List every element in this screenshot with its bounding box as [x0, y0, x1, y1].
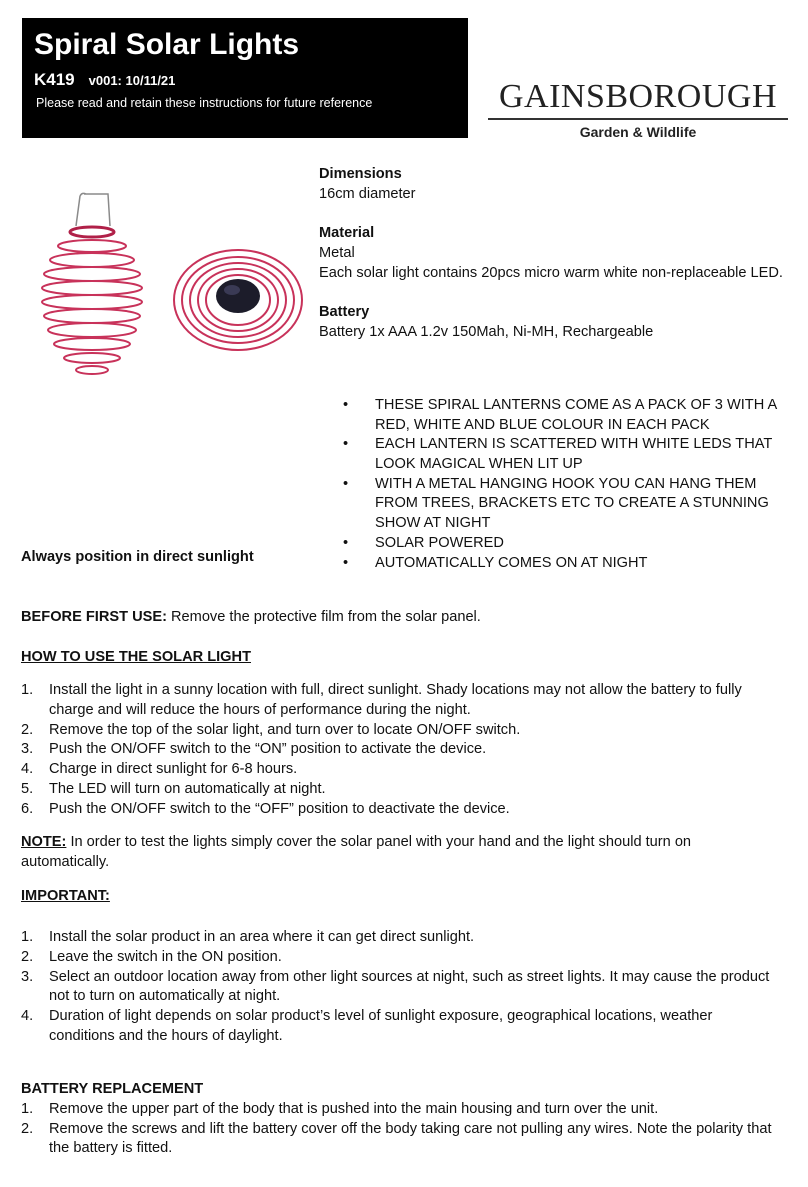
step-text: Install the light in a sunny location with full, direct sunlight. Shady locations may not allow the battery to fully charge and will reduce the hours of performance during the night.: [49, 682, 742, 719]
list-item: • WITH A METAL HANGING HOOK YOU CAN HANG THEM FROM TREES, BRACKETS ETC TO CREATE A STUNNING SHOW AT NIGHT: [319, 475, 789, 534]
spec-value: Each solar light contains 20pcs micro warm white non-replaceable LED.: [319, 264, 783, 281]
step-text: Select an outdoor location away from other light sources at night, such as street lights. It may cause the product not to turn on automatically at night.: [49, 968, 770, 1005]
spec-label: Battery: [319, 304, 370, 321]
important-steps: [21, 928, 781, 1046]
sunlight-note: Always position in direct sunlight: [21, 549, 254, 565]
list-item: 6. Push the ON/OFF switch to the “OFF” position to deactivate the device.: [21, 800, 510, 817]
list-item: • EACH LANTERN IS SCATTERED WITH WHITE LEDS THAT LOOK MAGICAL WHEN LIT UP: [319, 435, 789, 474]
note-text: In order to test the lights simply cover the solar panel with your hand and the light should turn on automatically.: [21, 834, 692, 870]
list-item: 1. Remove the upper part of the body that is pushed into the main housing and turn over the unit.: [21, 1101, 659, 1118]
product-code-row: [34, 69, 456, 92]
list-item: 1. Install the light in a sunny location with full, direct sunlight. Shady locations may not allow the battery to fully charge and will reduce the hours of performance during the night.: [21, 682, 742, 719]
important-heading: IMPORTANT:: [21, 887, 110, 904]
step-text: The LED will turn on automatically at night.: [49, 780, 326, 797]
step-text: Charge in direct sunlight for 6-8 hours.: [49, 761, 298, 778]
step-text: Push the ON/OFF switch to the “ON” position to activate the device.: [49, 741, 487, 758]
spec-dimensions: [319, 165, 789, 204]
list-item: • AUTOMATICALLY COMES ON AT NIGHT: [319, 554, 789, 574]
how-to-heading: HOW TO USE THE SOLAR LIGHT: [21, 648, 251, 665]
specifications: [319, 165, 789, 355]
product-image: [28, 190, 318, 397]
spec-battery: [319, 303, 789, 342]
step-text: Remove the top of the solar light, and turn over to locate ON/OFF switch.: [49, 721, 521, 738]
version-label: v001: 10/11/21: [88, 72, 176, 88]
list-item: 2. Remove the screws and lift the battery cover off the body taking care not pulling any wires. Note the polarity that the battery is fitted.: [21, 1120, 772, 1157]
battery-replacement-steps: [21, 1100, 781, 1159]
how-to-steps: [21, 681, 781, 819]
list-item: 3. Select an outdoor location away from other light sources at night, such as street lights. It may cause the product not to turn on automatically at night.: [21, 968, 770, 1005]
step-text: Duration of light depends on solar product’s level of sunlight exposure, geographical locations, weather conditions and the hours of daylight.: [49, 1008, 713, 1044]
list-item: 4. Duration of light depends on solar product’s level of sunlight exposure, geographical locations, weather conditions and the hours of daylight.: [21, 1008, 713, 1044]
step-text: Install the solar product in an area where it can get direct sunlight.: [49, 929, 475, 946]
note-paragraph: [21, 833, 781, 872]
retain-note: Please read and retain these instructions for future reference: [36, 96, 373, 111]
step-text: Remove the screws and lift the battery cover off the body taking care not pulling any wires. Note the polarity that the battery is fitted.: [49, 1120, 772, 1157]
list-item: 1. Install the solar product in an area where it can get direct sunlight.: [21, 929, 475, 946]
spec-material: [319, 224, 789, 283]
spec-value: 16cm diameter: [319, 185, 416, 202]
spiral-lantern-icon: [28, 190, 318, 390]
list-item: 3. Push the ON/OFF switch to the “ON” position to activate the device.: [21, 741, 487, 758]
list-item: 5. The LED will turn on automatically at night.: [21, 780, 326, 797]
note-label: NOTE:: [21, 834, 67, 851]
list-item: 4. Charge in direct sunlight for 6-8 hours.: [21, 761, 298, 778]
product-code: K419: [34, 69, 75, 89]
brand-logo: [488, 80, 788, 141]
spec-value: Metal: [319, 245, 355, 262]
list-item: • SOLAR POWERED: [319, 534, 789, 554]
before-first-use: [21, 608, 781, 628]
list-item: 2. Leave the switch in the ON position.: [21, 948, 282, 965]
brand-divider: [488, 118, 788, 120]
step-text: Remove the upper part of the body that is pushed into the main housing and turn over the unit.: [49, 1101, 659, 1118]
step-text: Leave the switch in the ON position.: [49, 948, 282, 965]
spec-label: Material: [319, 225, 375, 242]
brand-name: GAINSBOROUGH: [498, 78, 778, 115]
battery-replacement-heading: BATTERY REPLACEMENT: [21, 1081, 204, 1098]
header-banner: [22, 18, 468, 138]
list-item: • THESE SPIRAL LANTERNS COME AS A PACK OF 3 WITH A RED, WHITE AND BLUE COLOUR IN EACH PACK: [319, 396, 789, 435]
instructions: [21, 608, 781, 1173]
step-text: Push the ON/OFF switch to the “OFF” position to deactivate the device.: [49, 800, 510, 817]
before-first-use-label: BEFORE FIRST USE:: [21, 609, 167, 625]
list-item: 2. Remove the top of the solar light, and turn over to locate ON/OFF switch.: [21, 721, 521, 738]
product-title: Spiral Solar Lights: [34, 28, 300, 61]
before-first-use-text: Remove the protective film from the solar panel.: [166, 609, 481, 625]
brand-subtitle: Garden & Wildlife: [579, 123, 697, 140]
spec-label: Dimensions: [319, 166, 402, 182]
spec-value: Battery 1x AAA 1.2v 150Mah, Ni-MH, Rechargeable: [319, 324, 654, 341]
feature-list: [319, 396, 789, 573]
